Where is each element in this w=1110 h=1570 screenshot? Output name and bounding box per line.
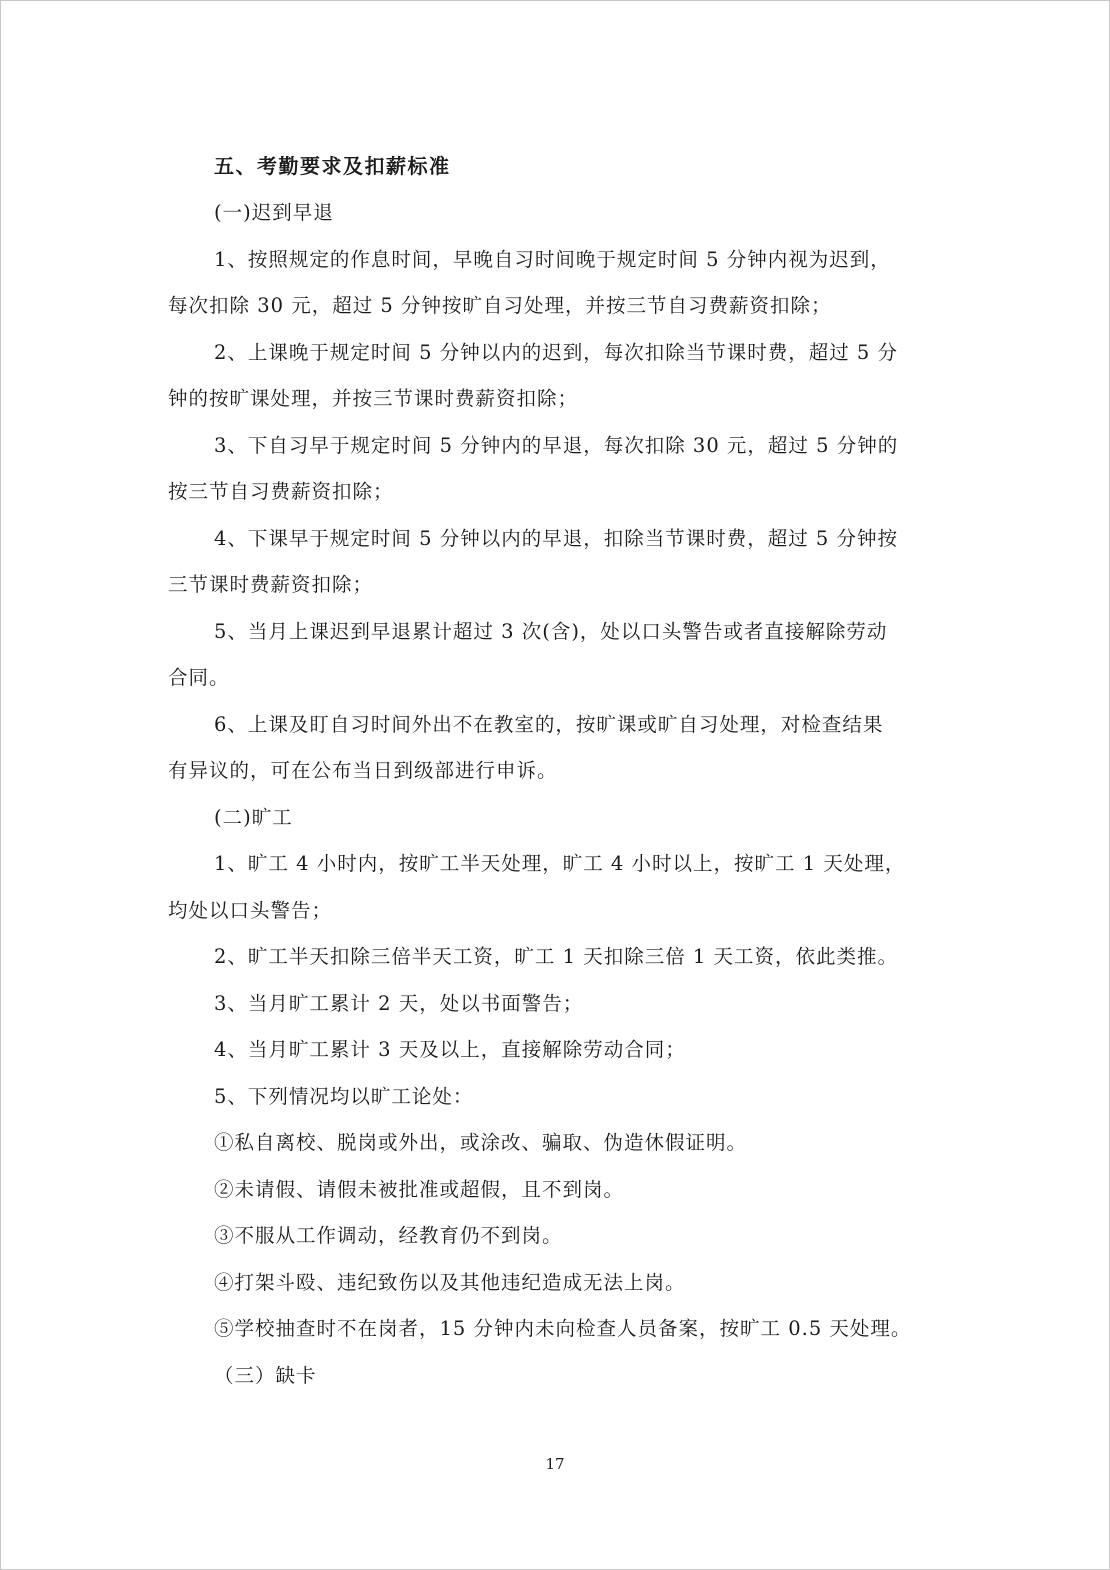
paragraph-line: 2、上课晚于规定时间 5 分钟以内的迟到，每次扣除当节课时费，超过 5 分 xyxy=(214,341,899,364)
paragraph-line: 每次扣除 30 元，超过 5 分钟按旷自习处理，并按三节自习费薪资扣除； xyxy=(168,294,832,317)
paragraph-line: 4、下课早于规定时间 5 分钟以内的早退，扣除当节课时费，超过 5 分钟按 xyxy=(214,527,899,550)
paragraph-line: 三节课时费薪资扣除； xyxy=(168,573,374,596)
page-number: 17 xyxy=(545,1455,565,1473)
absenteeism-subitem: ②未请假、请假未被批准或超假，且不到岗。 xyxy=(214,1178,625,1201)
paragraph-line: 按三节自习费薪资扣除； xyxy=(168,480,394,503)
paragraph-line: 1、旷工 4 小时内，按旷工半天处理，旷工 4 小时以上，按旷工 1 天处理， xyxy=(214,852,906,875)
absenteeism-subitem: ③不服从工作调动，经教育仍不到岗。 xyxy=(214,1224,563,1247)
paragraph-line: 合同。 xyxy=(168,666,230,689)
paragraph-line: 均处以口头警告； xyxy=(168,899,333,922)
absenteeism-item-2: 2、旷工半天扣除三倍半天工资，旷工 1 天扣除三倍 1 天工资，依此类推。 xyxy=(214,945,899,968)
paragraph-line: 6、上课及盯自习时间外出不在教室的，按旷课或旷自习处理，对检查结果 xyxy=(214,713,884,736)
section-heading: 五、考勤要求及扣薪标准 xyxy=(214,154,451,178)
paragraph-line: 1、按照规定的作息时间，早晚自习时间晚于规定时间 5 分钟内视为迟到， xyxy=(214,248,891,271)
subsection-title-lateness: (一)迟到早退 xyxy=(214,201,334,224)
absenteeism-subitem: ①私自离校、脱岗或外出，或涂改、骗取、伪造休假证明。 xyxy=(214,1131,748,1154)
absenteeism-item-3: 3、当月旷工累计 2 天，处以书面警告； xyxy=(214,992,584,1015)
absenteeism-subitem: ⑤学校抽查时不在岗者，15 分钟内未向检查人员备案，按旷工 0.5 天处理。 xyxy=(214,1317,912,1340)
absenteeism-item-5: 5、下列情况均以旷工论处： xyxy=(214,1085,474,1108)
subsection-title-missed-punch: （三）缺卡 xyxy=(214,1364,317,1387)
absenteeism-item-4: 4、当月旷工累计 3 天及以上，直接解除劳动合同； xyxy=(214,1038,686,1061)
subsection-title-absenteeism: (二)旷工 xyxy=(214,806,293,829)
paragraph-line: 3、下自习早于规定时间 5 分钟内的早退，每次扣除 30 元，超过 5 分钟的 xyxy=(214,434,899,457)
paragraph-line: 5、当月上课迟到早退累计超过 3 次(含)，处以口头警告或者直接解除劳动 xyxy=(214,620,888,643)
paragraph-line: 钟的按旷课处理，并按三节课时费薪资扣除； xyxy=(168,387,579,410)
paragraph-line: 有异议的，可在公布当日到级部进行申诉。 xyxy=(168,759,558,782)
absenteeism-subitem: ④打架斗殴、违纪致伤以及其他违纪造成无法上岗。 xyxy=(214,1271,686,1294)
